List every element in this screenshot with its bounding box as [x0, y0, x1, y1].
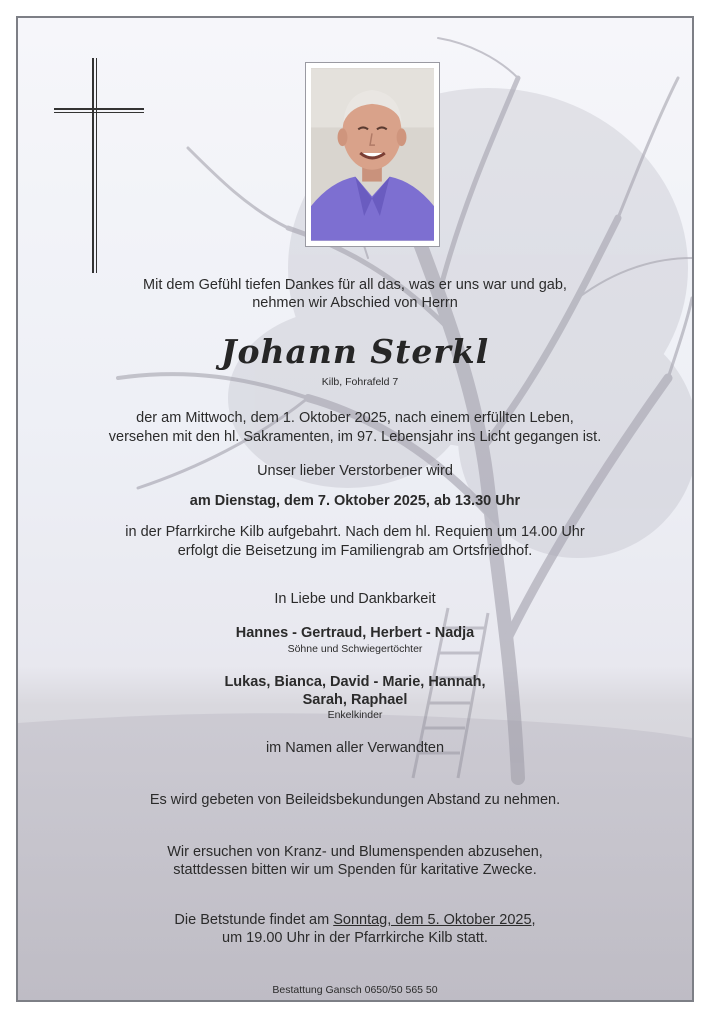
deceased-name: Johann Sterkl [220, 332, 490, 371]
prayer-prefix: Die Betstunde findet am [174, 912, 334, 928]
death-line-2: versehen mit den hl. Sakramenten, im 97. Lebensjahr ins Licht gegangen ist. [108, 429, 602, 445]
grandchildren-line-1: Lukas, Bianca, David - Marie, Hannah, [224, 674, 486, 690]
wake-date: am Dienstag, dem 7. Oktober 2025, ab 13.30 Uhr [189, 493, 521, 509]
flowers-line-1: Wir ersuchen von Kranz- und Blumenspenden abzusehen, [167, 844, 543, 860]
sons-names: Hannes - Gertraud, Herbert - Nadja [235, 625, 475, 641]
death-line-1: der am Mittwoch, dem 1. Oktober 2025, nach einem erfüllten Leben, [136, 410, 574, 426]
grandchildren-line-2: Sarah, Raphael [302, 692, 408, 708]
wake-intro: Unser lieber Verstorbener wird [257, 463, 453, 479]
portrait-image [311, 68, 434, 241]
condolences-notice: Es wird gebeten von Beileidsbekundungen Abstand zu nehmen. [149, 792, 561, 808]
portrait-photo [305, 62, 440, 247]
undertaker-footer: Bestattung Gansch 0650/50 565 50 [272, 984, 438, 996]
prayer-line-2: um 19.00 Uhr in der Pfarrkirche Kilb statt. [222, 930, 488, 946]
flowers-line-2: stattdessen bitten wir um Spenden für karitative Zwecke. [173, 862, 537, 878]
prayer-suffix: , [531, 912, 536, 928]
parte-card [16, 16, 694, 1002]
sons-caption: Söhne und Schwiegertöchter [287, 643, 423, 655]
cross-icon [54, 58, 144, 273]
grandchildren-caption: Enkelkinder [327, 709, 383, 721]
mourners-intro: In Liebe und Dankbarkeit [274, 591, 436, 607]
prayer-date: Sonntag, dem 5. Oktober 2025 [333, 912, 532, 928]
relatives-line: im Namen aller Verwandten [265, 740, 445, 756]
prayer-line-1 [18, 911, 692, 930]
wake-line-2: erfolgt die Beisetzung im Familiengrab am Ortsfriedhof. [177, 543, 533, 559]
wake-line-1: in der Pfarrkirche Kilb aufgebahrt. Nach dem hl. Requiem um 14.00 Uhr [125, 524, 585, 540]
deceased-address: Kilb, Fohrafeld 7 [321, 376, 399, 388]
intro-line-2: nehmen wir Abschied von Herrn [252, 295, 458, 311]
intro-line-1: Mit dem Gefühl tiefen Dankes für all das, was er uns war und gab, [143, 277, 567, 293]
